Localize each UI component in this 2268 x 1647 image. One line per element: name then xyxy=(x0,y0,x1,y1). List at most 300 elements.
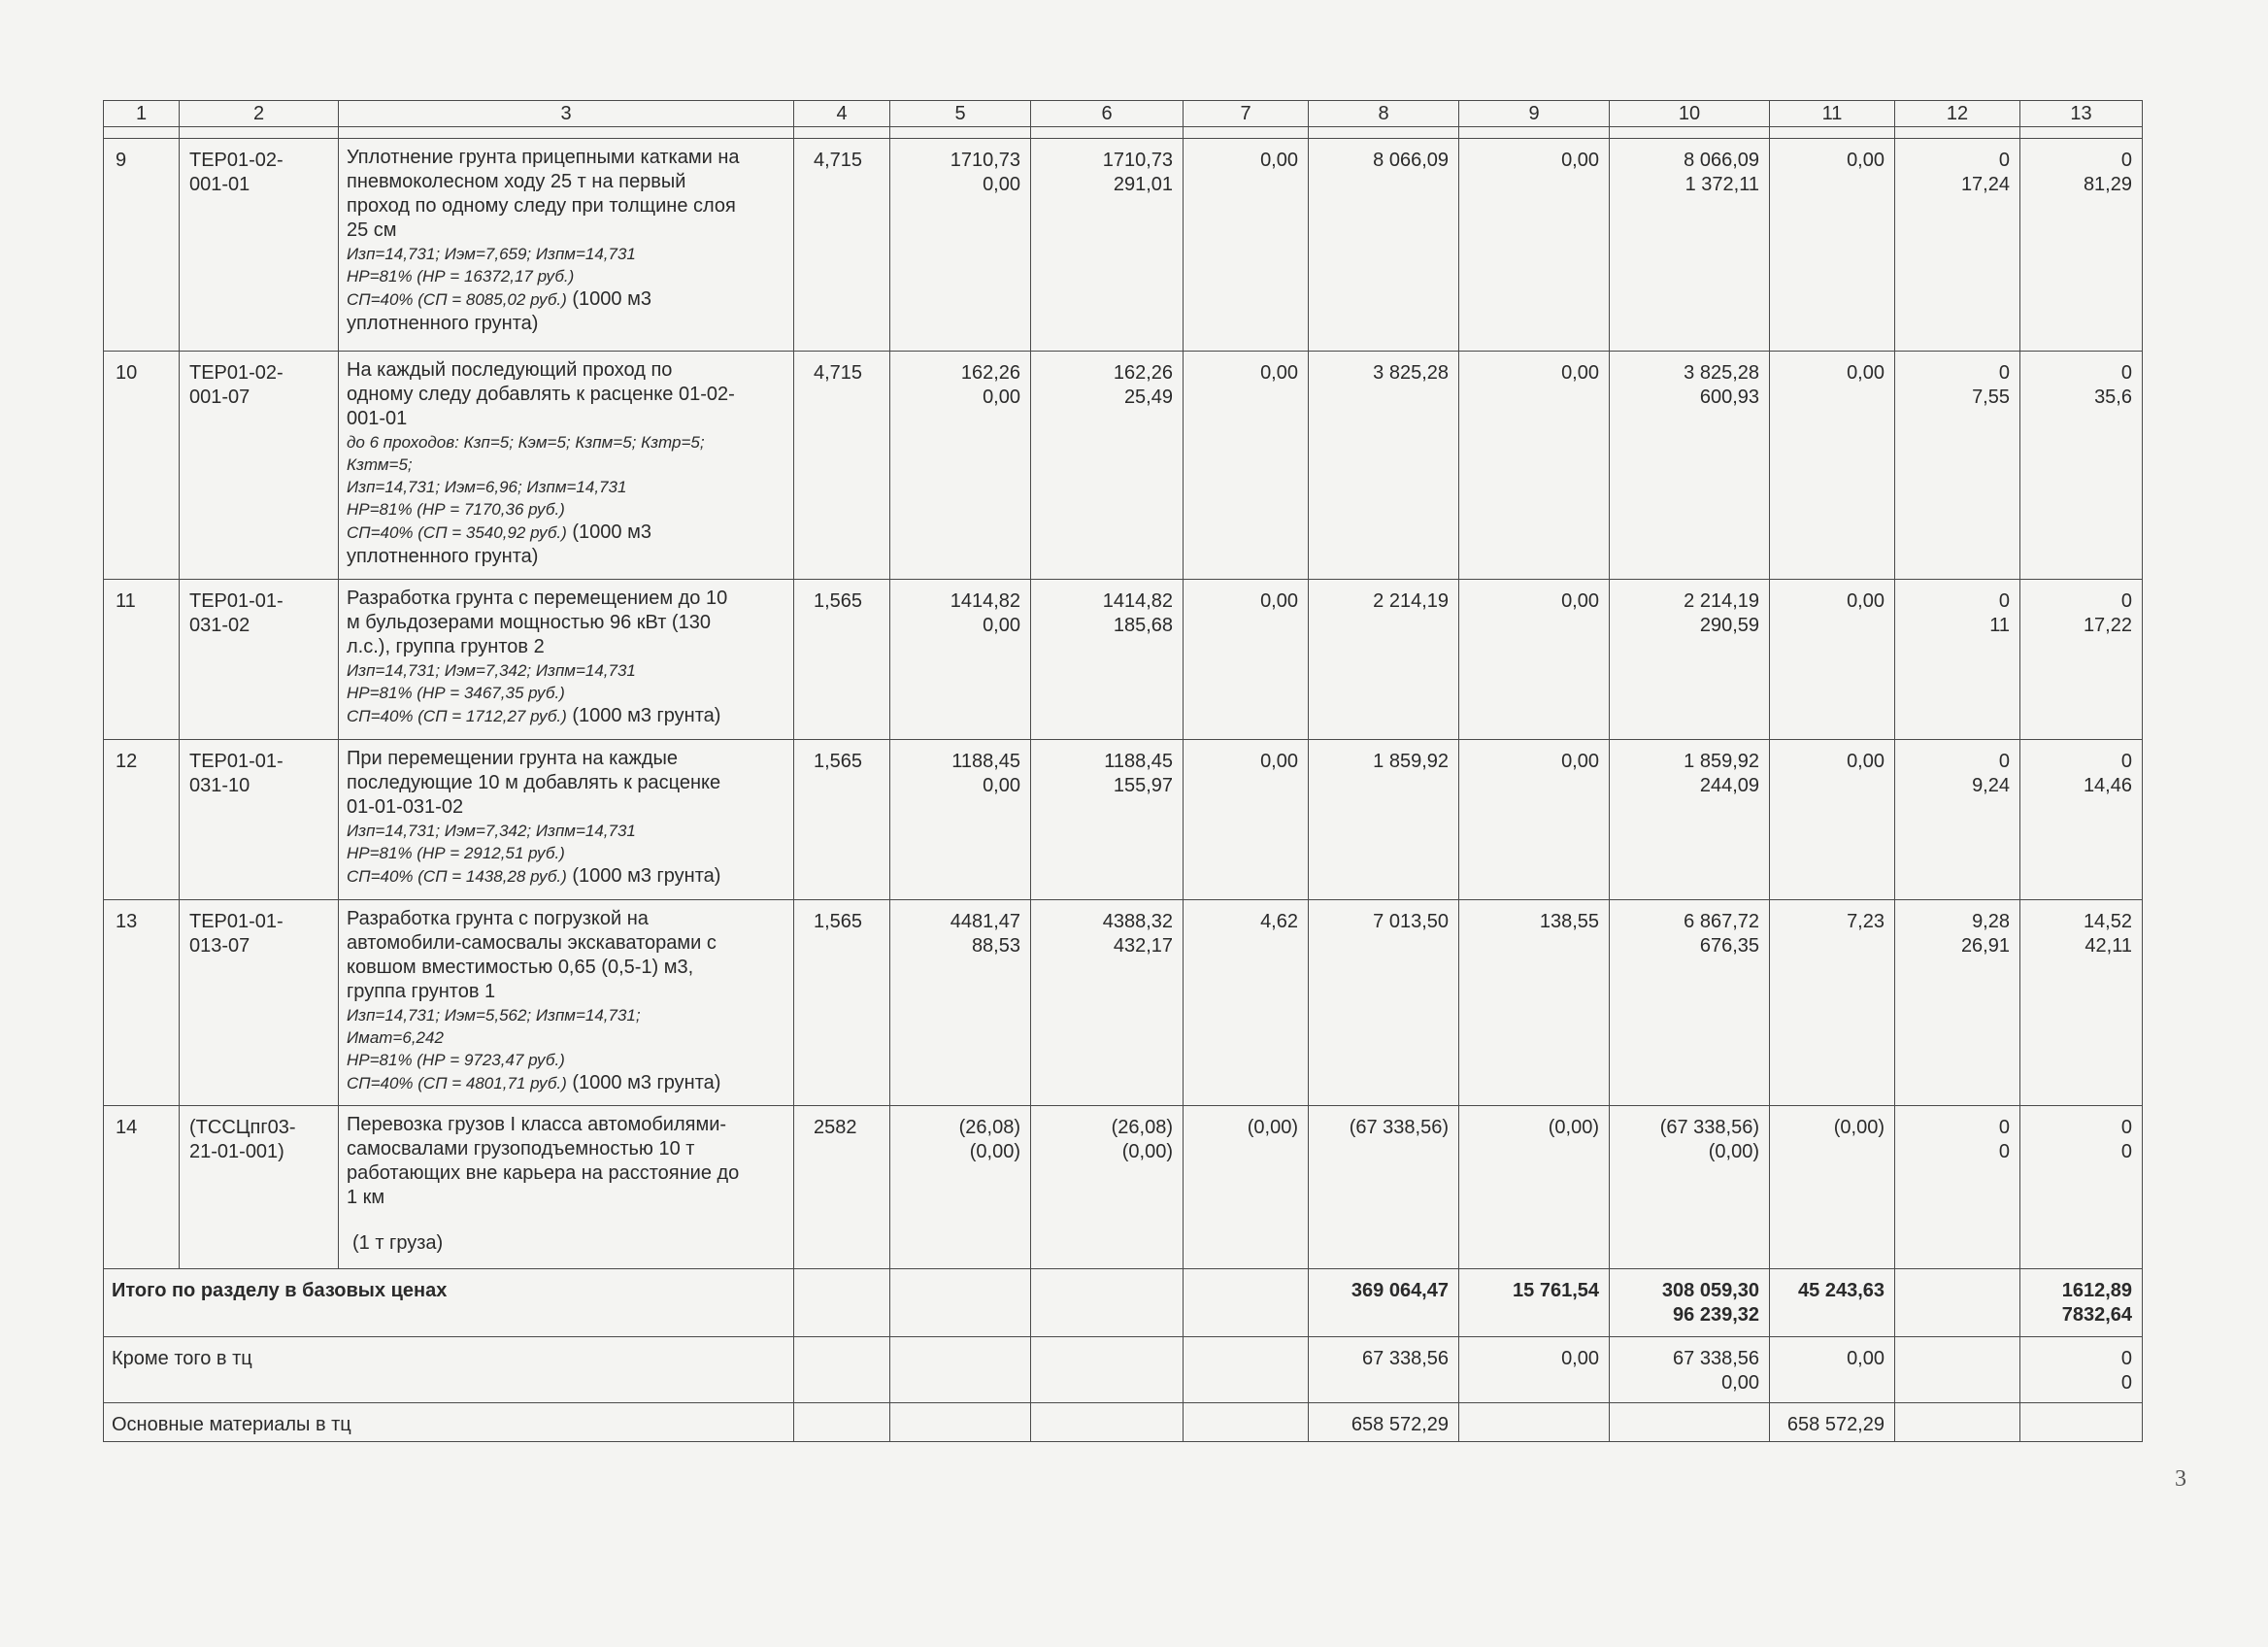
item-number xyxy=(104,139,180,352)
total-wages-value: 0,00 xyxy=(1561,1348,1599,1369)
labor-per-unit-value: 9,28 xyxy=(1972,911,2010,932)
unit-cost xyxy=(890,580,1031,740)
rate-code-line: 031-10 xyxy=(189,775,250,796)
column-number: 6 xyxy=(1031,101,1184,127)
total-cost-value: 1 859,92 xyxy=(1373,751,1449,772)
total-materials xyxy=(1770,1106,1895,1269)
column-number: 9 xyxy=(1459,101,1610,127)
labor-per-unit xyxy=(1895,1106,2020,1269)
item-number-value: 11 xyxy=(116,590,136,612)
total-cost-value: 3 825,28 xyxy=(1373,362,1449,384)
labor-total-value: 14,46 xyxy=(2083,775,2132,796)
labor-total-value: 0 xyxy=(2120,1348,2132,1369)
labor-total-value: 81,29 xyxy=(2083,174,2132,195)
labor-per-unit-value: 11 xyxy=(1989,615,2010,636)
rate-code-line: 001-01 xyxy=(189,174,250,195)
column-number: 12 xyxy=(1895,101,2020,127)
overhead-text: СП=40% (СП = 8085,02 руб.) xyxy=(347,290,567,309)
main-materials-row xyxy=(104,1403,2143,1442)
column-number: 10 xyxy=(1610,101,1770,127)
total-machines-value: 308 059,30 xyxy=(1661,1280,1759,1301)
coefficient-line: НР=81% (НР = 16372,17 руб.) xyxy=(347,267,575,286)
unit-cost-breakdown-value: 162,26 xyxy=(1113,362,1173,384)
item-number-value: 14 xyxy=(116,1117,138,1138)
labor-per-unit-value: 9,24 xyxy=(1972,775,2010,796)
total-machines-value: 67 338,56 xyxy=(1673,1348,1759,1369)
total-machines xyxy=(1610,1269,1770,1337)
total-materials-value: 45 243,63 xyxy=(1798,1280,1884,1301)
unit-cost-breakdown xyxy=(1031,352,1184,580)
unit-cost-materials-value: (0,00) xyxy=(1247,1117,1298,1138)
total-materials-value: (0,00) xyxy=(1833,1117,1884,1138)
additional-costs-row-label xyxy=(104,1337,794,1403)
total-cost xyxy=(1309,352,1459,580)
labor-total-value: 42,11 xyxy=(2085,935,2132,957)
empty-cell xyxy=(890,1337,1031,1403)
labor-per-unit xyxy=(1895,900,2020,1106)
column-number-row xyxy=(104,101,2143,127)
work-description xyxy=(339,352,794,580)
unit-cost-value: 0,00 xyxy=(983,775,1020,796)
unit-cost-breakdown xyxy=(1031,580,1184,740)
labor-total-value: 7832,64 xyxy=(2061,1304,2132,1326)
labor-per-unit-value: 0 xyxy=(1998,751,2010,772)
total-machines-value: 244,09 xyxy=(1699,775,1759,796)
total-cost xyxy=(1309,1106,1459,1269)
table-row xyxy=(104,352,2143,580)
item-number-value: 13 xyxy=(116,911,138,932)
page-number: 3 xyxy=(2175,1466,2186,1492)
work-description xyxy=(339,1106,794,1269)
total-machines xyxy=(1610,740,1770,900)
labor-total xyxy=(2020,352,2143,580)
empty-cell xyxy=(1184,1269,1309,1337)
unit-cost-breakdown xyxy=(1031,139,1184,352)
labor-total xyxy=(2020,139,2143,352)
unit-cost-breakdown-value: 1188,45 xyxy=(1104,751,1173,772)
item-number-value: 9 xyxy=(116,150,127,171)
empty-cell xyxy=(794,1337,890,1403)
quantity-value: 2582 xyxy=(814,1117,857,1138)
labor-total-value: 35,6 xyxy=(2094,387,2132,408)
table-row xyxy=(104,139,2143,352)
total-wages xyxy=(1459,352,1610,580)
unit-cost-materials-value: 0,00 xyxy=(1260,590,1298,612)
quantity xyxy=(794,580,890,740)
total-wages-value: (0,00) xyxy=(1548,1117,1599,1138)
total-materials xyxy=(1770,139,1895,352)
empty-cell xyxy=(1610,1403,1770,1442)
total-wages xyxy=(1459,1269,1610,1337)
estimate-table xyxy=(103,100,2143,1442)
work-description xyxy=(339,900,794,1106)
unit-cost-materials xyxy=(1184,580,1309,740)
coefficient-line: НР=81% (НР = 2912,51 руб.) xyxy=(347,844,565,862)
total-machines-value: 600,93 xyxy=(1699,387,1759,408)
empty-cell xyxy=(1031,1269,1184,1337)
unit-cost-value: (0,00) xyxy=(969,1141,1020,1162)
total-cost xyxy=(1309,740,1459,900)
labor-total-value: 1612,89 xyxy=(2061,1280,2132,1301)
overhead-line xyxy=(347,864,787,889)
coefficient-line: Кзтм=5; xyxy=(347,455,413,474)
labor-total-value: 0 xyxy=(2120,590,2132,612)
overhead-line xyxy=(347,521,787,545)
empty-cell xyxy=(1031,1403,1184,1442)
unit-cost-value: 162,26 xyxy=(960,362,1020,384)
labor-total xyxy=(2020,1106,2143,1269)
unit-cost-value: 4481,47 xyxy=(950,911,1020,932)
unit-cost-breakdown-value: (26,08) xyxy=(1111,1117,1173,1138)
main-materials-row-label-text: Основные материалы в тц xyxy=(112,1414,351,1435)
total-materials xyxy=(1770,352,1895,580)
unit-cost xyxy=(890,900,1031,1106)
total-cost-value: 67 338,56 xyxy=(1362,1348,1449,1369)
rate-code-line: ТЕР01-01- xyxy=(189,590,284,612)
unit-cost-breakdown-value: (0,00) xyxy=(1121,1141,1173,1162)
total-cost-value: (67 338,56) xyxy=(1349,1117,1449,1138)
total-cost-value: 7 013,50 xyxy=(1373,911,1449,932)
quantity xyxy=(794,900,890,1106)
unit-text: уплотненного грунта) xyxy=(347,313,539,334)
empty-cell xyxy=(1184,1403,1309,1442)
description-line: При перемещении грунта на каждые xyxy=(347,748,679,769)
column-number: 3 xyxy=(339,101,794,127)
unit-text: уплотненного грунта) xyxy=(347,546,539,567)
labor-per-unit-value: 0 xyxy=(1998,362,2010,384)
total-materials xyxy=(1770,1403,1895,1442)
quantity-value: 4,715 xyxy=(814,150,863,171)
total-wages xyxy=(1459,740,1610,900)
description-line: одному следу добавлять к расценке 01-02- xyxy=(347,384,735,405)
unit-cost-breakdown xyxy=(1031,900,1184,1106)
unit-cost-materials-value: 0,00 xyxy=(1260,150,1298,171)
description-line: 01-01-031-02 xyxy=(347,796,464,818)
description-line: л.с.), группа грунтов 2 xyxy=(347,636,545,657)
unit-cost-value: 1414,82 xyxy=(950,590,1020,612)
unit-cost-breakdown-value: 155,97 xyxy=(1113,775,1173,796)
overhead-text: СП=40% (СП = 4801,71 руб.) xyxy=(347,1074,567,1092)
unit-cost-breakdown-value: 1414,82 xyxy=(1102,590,1173,612)
total-machines xyxy=(1610,900,1770,1106)
unit-text: (1000 м3 грунта) xyxy=(566,865,721,887)
empty-cell xyxy=(2020,1403,2143,1442)
rate-code xyxy=(180,580,339,740)
item-number xyxy=(104,1106,180,1269)
table-row xyxy=(104,740,2143,900)
unit-text: (1000 м3 xyxy=(566,521,651,543)
rate-code-line: ТЕР01-02- xyxy=(189,362,284,384)
labor-per-unit xyxy=(1895,580,2020,740)
labor-per-unit-value: 0 xyxy=(1998,150,2010,171)
labor-per-unit-value: 26,91 xyxy=(1960,935,2010,957)
overhead-line xyxy=(347,287,787,312)
rate-code xyxy=(180,1106,339,1269)
column-number: 13 xyxy=(2020,101,2143,127)
unit-cost xyxy=(890,139,1031,352)
total-materials-value: 7,23 xyxy=(1847,911,1884,932)
total-machines-value: (0,00) xyxy=(1708,1141,1759,1162)
total-machines xyxy=(1610,352,1770,580)
section-total-row-label-text: Итого по разделу в базовых ценах xyxy=(112,1280,448,1301)
total-wages-value: 0,00 xyxy=(1561,751,1599,772)
total-machines-value: (67 338,56) xyxy=(1659,1117,1759,1138)
unit-cost xyxy=(890,352,1031,580)
item-number-value: 10 xyxy=(116,362,138,384)
description-line: м бульдозерами мощностью 96 кВт (130 xyxy=(347,612,711,633)
total-machines-value: 290,59 xyxy=(1699,615,1759,636)
coefficient-line: Изп=14,731; Иэм=7,659; Изпм=14,731 xyxy=(347,245,636,263)
table-row xyxy=(104,1106,2143,1269)
total-wages xyxy=(1459,580,1610,740)
unit-cost-value: 0,00 xyxy=(983,615,1020,636)
total-cost xyxy=(1309,1337,1459,1403)
description-line: 001-01 xyxy=(347,408,408,429)
labor-per-unit xyxy=(1895,740,2020,900)
labor-total-value: 17,22 xyxy=(2083,615,2132,636)
labor-total xyxy=(2020,1269,2143,1337)
unit-cost xyxy=(890,1106,1031,1269)
total-machines-value: 0,00 xyxy=(1721,1372,1759,1394)
labor-total-value: 0 xyxy=(2120,362,2132,384)
labor-total xyxy=(2020,900,2143,1106)
column-number: 8 xyxy=(1309,101,1459,127)
total-cost xyxy=(1309,580,1459,740)
unit-cost-materials-value: 0,00 xyxy=(1260,751,1298,772)
item-number xyxy=(104,900,180,1106)
total-machines-value: 3 825,28 xyxy=(1684,362,1759,384)
labor-per-unit xyxy=(1895,139,2020,352)
empty-cell xyxy=(1031,1337,1184,1403)
total-cost-value: 2 214,19 xyxy=(1373,590,1449,612)
quantity xyxy=(794,740,890,900)
item-number xyxy=(104,352,180,580)
unit-cost-breakdown xyxy=(1031,740,1184,900)
total-cost-value: 658 572,29 xyxy=(1351,1414,1449,1435)
labor-per-unit xyxy=(1895,352,2020,580)
unit-text: (1 т груза) xyxy=(352,1232,444,1254)
coefficient-line: Изп=14,731; Иэм=7,342; Изпм=14,731 xyxy=(347,661,636,680)
description-line: 25 см xyxy=(347,219,397,241)
labor-per-unit-value: 0 xyxy=(1998,1117,2010,1138)
unit-cost-value: 88,53 xyxy=(971,935,1020,957)
labor-total xyxy=(2020,740,2143,900)
description-line: пневмоколесном ходу 25 т на первый xyxy=(347,171,686,192)
unit-cost-breakdown-value: 432,17 xyxy=(1113,935,1173,957)
quantity-value: 4,715 xyxy=(814,362,863,384)
total-machines-value: 1 372,11 xyxy=(1684,174,1759,195)
section-total-row xyxy=(104,1269,2143,1337)
total-wages-value: 15 761,54 xyxy=(1513,1280,1599,1301)
unit-cost-value: 1188,45 xyxy=(951,751,1020,772)
total-machines-value: 676,35 xyxy=(1699,935,1759,957)
rate-code xyxy=(180,139,339,352)
rate-code-line: 001-07 xyxy=(189,387,250,408)
item-number-value: 12 xyxy=(116,751,138,772)
rate-code-line: ТЕР01-01- xyxy=(189,911,284,932)
total-materials xyxy=(1770,740,1895,900)
quantity-value: 1,565 xyxy=(814,911,863,932)
column-number: 5 xyxy=(890,101,1031,127)
labor-total-value: 0 xyxy=(2120,150,2132,171)
total-wages-value: 0,00 xyxy=(1561,362,1599,384)
labor-total xyxy=(2020,1337,2143,1403)
rate-code-line: 031-02 xyxy=(189,615,250,636)
empty-cell xyxy=(794,1403,890,1442)
description-line: проход по одному следу при толщине слоя xyxy=(347,195,736,217)
total-machines-value: 2 214,19 xyxy=(1684,590,1759,612)
column-number: 1 xyxy=(104,101,180,127)
description-line: 1 км xyxy=(347,1187,385,1208)
total-wages xyxy=(1459,1106,1610,1269)
rate-code-line: ТЕР01-02- xyxy=(189,150,284,171)
coefficient-line: до 6 проходов: Кзп=5; Кэм=5; Кзпм=5; Кзтр=5; xyxy=(347,433,705,452)
total-machines-value: 96 239,32 xyxy=(1673,1304,1759,1326)
empty-cell xyxy=(1459,1403,1610,1442)
quantity xyxy=(794,1106,890,1269)
empty-cell xyxy=(1184,1337,1309,1403)
total-materials-value: 0,00 xyxy=(1847,150,1884,171)
unit-cost-value: 1710,73 xyxy=(950,150,1020,171)
total-cost xyxy=(1309,1269,1459,1337)
labor-per-unit-value: 17,24 xyxy=(1960,174,2010,195)
unit-cost-materials xyxy=(1184,352,1309,580)
description-line: Уплотнение грунта прицепными катками на xyxy=(347,147,740,168)
total-cost-value: 369 064,47 xyxy=(1351,1280,1449,1301)
description-line: Разработка грунта с погрузкой на xyxy=(347,908,649,929)
total-cost xyxy=(1309,139,1459,352)
rate-code xyxy=(180,740,339,900)
overhead-text: СП=40% (СП = 1438,28 руб.) xyxy=(347,867,567,886)
unit-cost-breakdown-value: 4388,32 xyxy=(1102,911,1173,932)
coefficient-line: Изп=14,731; Иэм=7,342; Изпм=14,731 xyxy=(347,822,636,840)
column-number: 2 xyxy=(180,101,339,127)
description-line: работающих вне карьера на расстояние до xyxy=(347,1162,740,1184)
empty-cell xyxy=(794,1269,890,1337)
total-materials-value: 0,00 xyxy=(1847,1348,1884,1369)
unit-cost-materials xyxy=(1184,139,1309,352)
main-materials-row-label xyxy=(104,1403,794,1442)
coefficient-line: Изп=14,731; Иэм=6,96; Изпм=14,731 xyxy=(347,478,627,496)
rate-code xyxy=(180,900,339,1106)
unit-cost-breakdown-value: 185,68 xyxy=(1113,615,1173,636)
work-description xyxy=(339,740,794,900)
total-materials xyxy=(1770,1337,1895,1403)
column-number: 4 xyxy=(794,101,890,127)
description-line: автомобили-самосвалы экскаваторами с xyxy=(347,932,717,954)
labor-per-unit-value: 0 xyxy=(1998,1141,2010,1162)
quantity-value: 1,565 xyxy=(814,751,863,772)
coefficient-line: НР=81% (НР = 7170,36 руб.) xyxy=(347,500,565,519)
total-materials xyxy=(1770,1269,1895,1337)
rate-code-line: (ТССЦпг03- xyxy=(189,1117,296,1138)
coefficient-line: НР=81% (НР = 3467,35 руб.) xyxy=(347,684,565,702)
description-line: Перевозка грузов I класса автомобилями- xyxy=(347,1114,727,1135)
total-wages xyxy=(1459,139,1610,352)
labor-total-value: 0 xyxy=(2120,1141,2132,1162)
labor-total-value: 0 xyxy=(2120,1117,2132,1138)
unit-text: (1000 м3 грунта) xyxy=(566,705,721,726)
unit-cost-breakdown xyxy=(1031,1106,1184,1269)
quantity xyxy=(794,352,890,580)
unit-cost-breakdown-value: 291,01 xyxy=(1113,174,1173,195)
description-line: ковшом вместимостью 0,65 (0,5-1) м3, xyxy=(347,957,694,978)
description-line: группа грунтов 1 xyxy=(347,981,496,1002)
total-cost xyxy=(1309,900,1459,1106)
unit-cost-materials-value: 0,00 xyxy=(1260,362,1298,384)
column-number: 7 xyxy=(1184,101,1309,127)
unit-text: (1000 м3 xyxy=(566,288,651,310)
labor-per-unit-value: 7,55 xyxy=(1972,387,2010,408)
additional-costs-row xyxy=(104,1337,2143,1403)
total-machines-value: 6 867,72 xyxy=(1684,911,1759,932)
total-machines xyxy=(1610,139,1770,352)
quantity-value: 1,565 xyxy=(814,590,863,612)
unit-cost-breakdown-value: 1710,73 xyxy=(1102,150,1173,171)
total-materials-value: 0,00 xyxy=(1847,362,1884,384)
labor-total-value: 0 xyxy=(2120,751,2132,772)
empty-cell xyxy=(890,1269,1031,1337)
overhead-line xyxy=(347,704,787,728)
empty-cell xyxy=(890,1403,1031,1442)
labor-total-value: 14,52 xyxy=(2083,911,2132,932)
column-number: 11 xyxy=(1770,101,1895,127)
item-number xyxy=(104,740,180,900)
spacer-row xyxy=(104,127,2143,139)
total-materials xyxy=(1770,580,1895,740)
unit-cost-materials xyxy=(1184,1106,1309,1269)
total-machines-value: 1 859,92 xyxy=(1684,751,1759,772)
labor-per-unit-value: 0 xyxy=(1998,590,2010,612)
section-total-row-label xyxy=(104,1269,794,1337)
total-wages xyxy=(1459,1337,1610,1403)
total-wages-value: 138,55 xyxy=(1539,911,1599,932)
table-row xyxy=(104,580,2143,740)
rate-code-line: 21-01-001) xyxy=(189,1141,284,1162)
quantity xyxy=(794,139,890,352)
total-materials xyxy=(1770,900,1895,1106)
labor-total-value: 0 xyxy=(2120,1372,2132,1394)
unit-cost-materials xyxy=(1184,740,1309,900)
empty-cell xyxy=(1895,1403,2020,1442)
description-line: самосвалами грузоподъемностью 10 т xyxy=(347,1138,695,1160)
description-line: На каждый последующий проход по xyxy=(347,359,673,381)
total-cost xyxy=(1309,1403,1459,1442)
total-wages-value: 0,00 xyxy=(1561,150,1599,171)
overhead-line xyxy=(347,1071,787,1095)
total-materials-value: 0,00 xyxy=(1847,751,1884,772)
total-machines-value: 8 066,09 xyxy=(1684,150,1759,171)
total-cost-value: 8 066,09 xyxy=(1373,150,1449,171)
total-machines xyxy=(1610,1337,1770,1403)
empty-cell xyxy=(1895,1269,2020,1337)
work-description xyxy=(339,580,794,740)
unit-cost-materials-value: 4,62 xyxy=(1260,911,1298,932)
work-description xyxy=(339,139,794,352)
labor-total xyxy=(2020,580,2143,740)
total-materials-value: 658 572,29 xyxy=(1786,1414,1884,1435)
total-wages-value: 0,00 xyxy=(1561,590,1599,612)
coefficient-line: Изп=14,731; Иэм=5,562; Изпм=14,731; xyxy=(347,1006,641,1025)
unit-cost-value: 0,00 xyxy=(983,387,1020,408)
unit-text: (1000 м3 грунта) xyxy=(566,1072,721,1093)
rate-code-line: ТЕР01-01- xyxy=(189,751,284,772)
overhead-text: СП=40% (СП = 3540,92 руб.) xyxy=(347,523,567,542)
unit-cost xyxy=(890,740,1031,900)
total-wages xyxy=(1459,900,1610,1106)
unit-cost-breakdown-value: 25,49 xyxy=(1123,387,1173,408)
unit-cost-materials xyxy=(1184,900,1309,1106)
